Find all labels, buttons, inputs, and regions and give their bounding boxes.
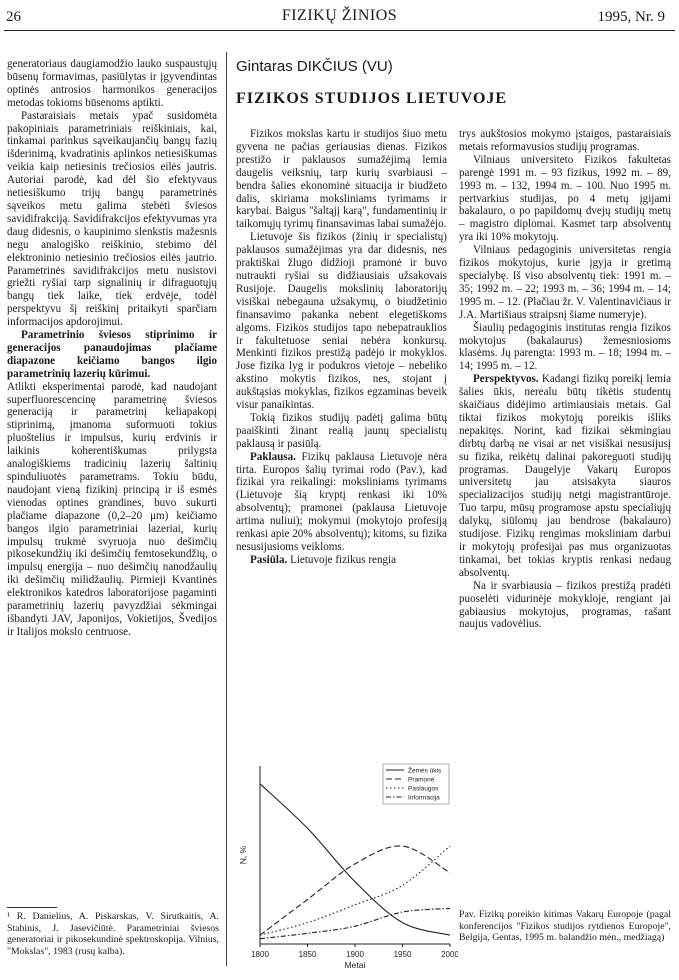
section-heading: Parametrinio šviesos stiprinimo ir generacijos panaudojimas plačiame diapazone keičiamo bangos ilgio parametrinių lazerių kūrimui. — [7, 329, 217, 380]
column-divider — [226, 52, 227, 966]
y-axis-label: N, % — [238, 845, 248, 865]
chart-svg — [236, 758, 458, 970]
legend-label: Paslaugos — [408, 785, 439, 793]
x-tick-label: 1950 — [393, 950, 412, 959]
article-title: FIZIKOS STUDIJOS LIETUVOJE — [236, 90, 508, 107]
paragraph: Lietuvoje šis fizikos (žinių ir specialistų) paklausos sumažėjimas yra dar didesnis, nes praktiškai žlugo didžioji pramonė ir buvo nutraukti ryšiai su didžiausiais užsakovais Rusijoje. Daugelis mokslinių laboratorijų visiškai nebegauna užsakymų, o biudžetinio finansavimo pakanka nebent elegetiškoms algoms. Fizikos studijos tapo nebepatrauklios ir fakultetuose seniai nebėra konkursų. Menkinti fizikos prestižą padėjo ir mokyklos. Jose fizika lyg ir podukros vietoje – nebeliko akstino mokytis fizikos, nes, stojant į aukštąsias mokyklas, fizikos egzaminas beveik visur panaikintas. — [236, 231, 447, 412]
legend-label: Pramonė — [408, 776, 435, 784]
paragraph: generatoriaus daugiamodžio lauko suspaustųjų būsenų formavimas, pasiūlytas ir įgyvendintas optinės antrosios harmonikos generacijos metodas tokioms būsenoms aptikti. — [7, 58, 217, 109]
paragraph: Na ir svarbiausia – fizikos prestižą pradėti puoselėti vidurinėje mokykloje, rengiant jai gabiausius mokytojus, programas, rašant naujus vadovėlius. — [459, 579, 671, 631]
demand-chart — [236, 758, 458, 975]
paragraph-text: Lietuvoje fizikus rengia — [287, 553, 397, 566]
issue-label: 1995, Nr. 9 — [597, 9, 665, 25]
article-author: Gintaras DIKČIUS (VU) — [236, 58, 393, 75]
x-tick-label: 1800 — [251, 950, 269, 959]
header-rule — [4, 30, 675, 31]
paragraph: trys aukštosios mokymo įstaigos, pastaraisiais metais reformavusios studijų programas. — [459, 128, 671, 153]
paragraph: Pastaraisiais metais ypač susidomėta pakopiniais parametriniais reiškiniais, kai, tinkamai parinkus sąveikaujančių bangų fazių išderinimą, kvadratinis aplinkos netiesiškumas veikia kaip netiesinis trečiosios eilės jautris. Autoriai parodė, kad dėl šio efektyvaus netiesiškumo trijų bangų parametrinės sąveikos metu galima stebėti šviesos savidifrakciją. Savidifrakcijos efektyvumas yra daug didesnis, o kaupinimo slenkstis mažesnis negu analogiško reiškinio, stebimo dėl elektroninio netiesinio trečiosios eilės jautrio. Parametrinės savidifrakcijos metu nusistovi griežti ryšiai tarp signalinių ir difraguotųjų bangų tiek laike, tiek erdvėje, todėl perspektyvu šį reiškinį pritaikyti sparčiam informacijos apdorojimui. — [7, 109, 217, 329]
paragraph-text: Fizikų paklausa Lietuvoje nėra tirta. Europos šalių tyrimai rodo (Pav.), kad fizikai yra reikalingi: moksliniams tyrimams (Lietuvoje šią kryptį renkasi iki 10% absolventų); pramonei (paklausa Lietuvoje artima nuliui); mokymui (mokytojo profesiją renkasi apie 20% absolventų); kitoms, su fizika nesusijusioms veikloms. — [236, 450, 447, 553]
middle-column — [236, 128, 447, 567]
footnote-rule — [7, 907, 57, 908]
series-line — [260, 784, 450, 935]
paragraph — [236, 451, 447, 554]
x-tick-label: 2000 — [441, 950, 458, 959]
paragraph: Fizikos mokslas kartu ir studijos šiuo metu gyvena ne pačias geriausias dienas. Fizikos prestižo ir paklausos sumažėjimą lemia daugelis veiksnių, tarp kurių svarbiausi – bendra šalies ekonominė situacija ir biudžeto dalis, skiriama moksliniams tyrimams ir karybai. Baigus "šaltąjį karą", fundamentinių ir taikomųjų tyrimų finansavimas labai sumažėjo. — [236, 128, 447, 231]
x-tick-label: 1850 — [298, 950, 317, 959]
left-column — [7, 58, 217, 639]
page-header — [0, 0, 679, 30]
legend-label: Žemės ūkis — [408, 767, 442, 775]
paragraph: Atlikti eksperimentai parodė, kad naudojant superfluorescencinę parametrinę šviesos generaciją ir parametrinį keliapakopį stiprinimą, įmanoma suformuoti tokius pluoštelius ir impulsus, kurių erdvinis ir laikinis koherentiškumas prilygsta analogiškiems tradicinių lazerių šaltinių spinduliuotės parametrams. Tokiu būdu, naudojant vieną fizikinį principą ir iš esmės vienodas optines grandines, buvo sukurti plačiame diapazone (0,2–20 μm) keičiamo bangos ilgio parametriniai lazeriai, kurių impulsų trukmė svyruoja nuo dešimčių pikosekundžių iki dešimčių femtosekundžių, o impulsų energija – nuo dešimčių nanodžaulių iki dešimčių milidžaulių. Pirmieji Kvantinės elektronikos katedros laboratorijose pagaminti parametrinių lazerių pavyzdžiai sėkmingai išbandyti JAV, Japonijos, Vokietijos, Švedijos ir Italijos mokslo centruose. — [7, 380, 217, 638]
paragraph — [459, 373, 671, 580]
run-in-heading: Paklausa. — [250, 450, 296, 463]
series-line — [260, 846, 450, 935]
series-line — [260, 846, 450, 935]
paragraph: Šiaulių pedagoginis institutas rengia fizikos mokytojus (bakalaurus) žemesniosioms klasėms. Jų parengta: 1993 m. – 18; 1994 m. – 14; 1995 m. – 12. — [459, 321, 671, 373]
paragraph: Tokią fizikos studijų padėtį galima būtų paaiškinti žinant realią jaunų specialistų paklausą ir pasiūlą. — [236, 411, 447, 450]
legend-label: Informacija — [408, 794, 440, 802]
right-column — [459, 128, 671, 631]
series-line — [260, 908, 450, 938]
page-number: 26 — [6, 9, 21, 25]
x-axis-label: Metai — [344, 960, 366, 970]
figure-caption: Pav. Fizikų poreikio kitimas Vakarų Europoje (pagal konferencijos "Fizikos studijos rytdienos Europoje", Belgija, Gentas, 1995 m. balandžio mėn., medžiagą) — [459, 909, 671, 944]
paragraph-text: Kadangi fizikų poreikį lemia šalies ūkis, nerealu būtų tikėtis studentų skaičiaus didėjimo artimiausiais metais. Gal tiktai fizikos mokytojų poreikis išliks nepakitęs. Norint, kad fizikai sėkmingiau dirbtų darbą ne visai ar net visiškai nesusijusį su fizika, reikėtų dalinai pakoreguoti studijų programas. Daugelyje Vakarų Europos universitetų jau atsisakyta siauros specializacijos studijų netgi magistrantūroje. Tuo tarpu, mūsų programose apstu specialiųjų dalykų, siūlomų jau bendrose (bakalauro) studijose. Fizikų rengimas moksliniam darbui ir mokytojų profesijai pas mus organizuotas tinkamai, bet tokias kryptis renkasi nedaug absolventų. — [459, 373, 671, 579]
journal-title: FIZIKŲ ŽINIOS — [281, 7, 398, 24]
paragraph — [236, 554, 447, 567]
paragraph: Vilniaus universiteto Fizikos fakultetas parengė 1991 m. – 93 fizikus, 1992 m. – 89, 1993 m. – 132, 1994 m. – 100. Nuo 1995 m. pertvarkius studijas, po 4 metų įgijami bakalauro, o po papildomų dvejų studijų metų – magistro diplomai. Kasmet tarp absolventų yra iki 10% mokytojų. — [459, 153, 671, 244]
footnote: ¹ R. Danielius, A. Piskarskas, V. Sirutkaitis, A. Stabinis, J. Jasevičiūtė. Parametriniai šviesos generatoriai ir pikosekundinė spektroskopija. Vilnius, "Mokslas", 1983 (rusų kalba). — [7, 911, 219, 957]
paragraph: Vilniaus pedagoginis universitetas rengia fizikos mokytojus, kurie įgyja ir gretimą specialybę. Iš viso absolventų tiek: 1991 m. – 35; 1992 m. – 22; 1993 m. – 36; 1994 m. – 14; 1995 m. – 12. (Plačiau žr. V. Valentinavičiaus ir J.A. Martišiaus straipsnį šiame numeryje). — [459, 244, 671, 321]
run-in-heading: Pasiūla. — [250, 553, 288, 566]
x-tick-label: 1900 — [346, 950, 364, 959]
run-in-heading: Perspektyvos. — [473, 373, 539, 386]
